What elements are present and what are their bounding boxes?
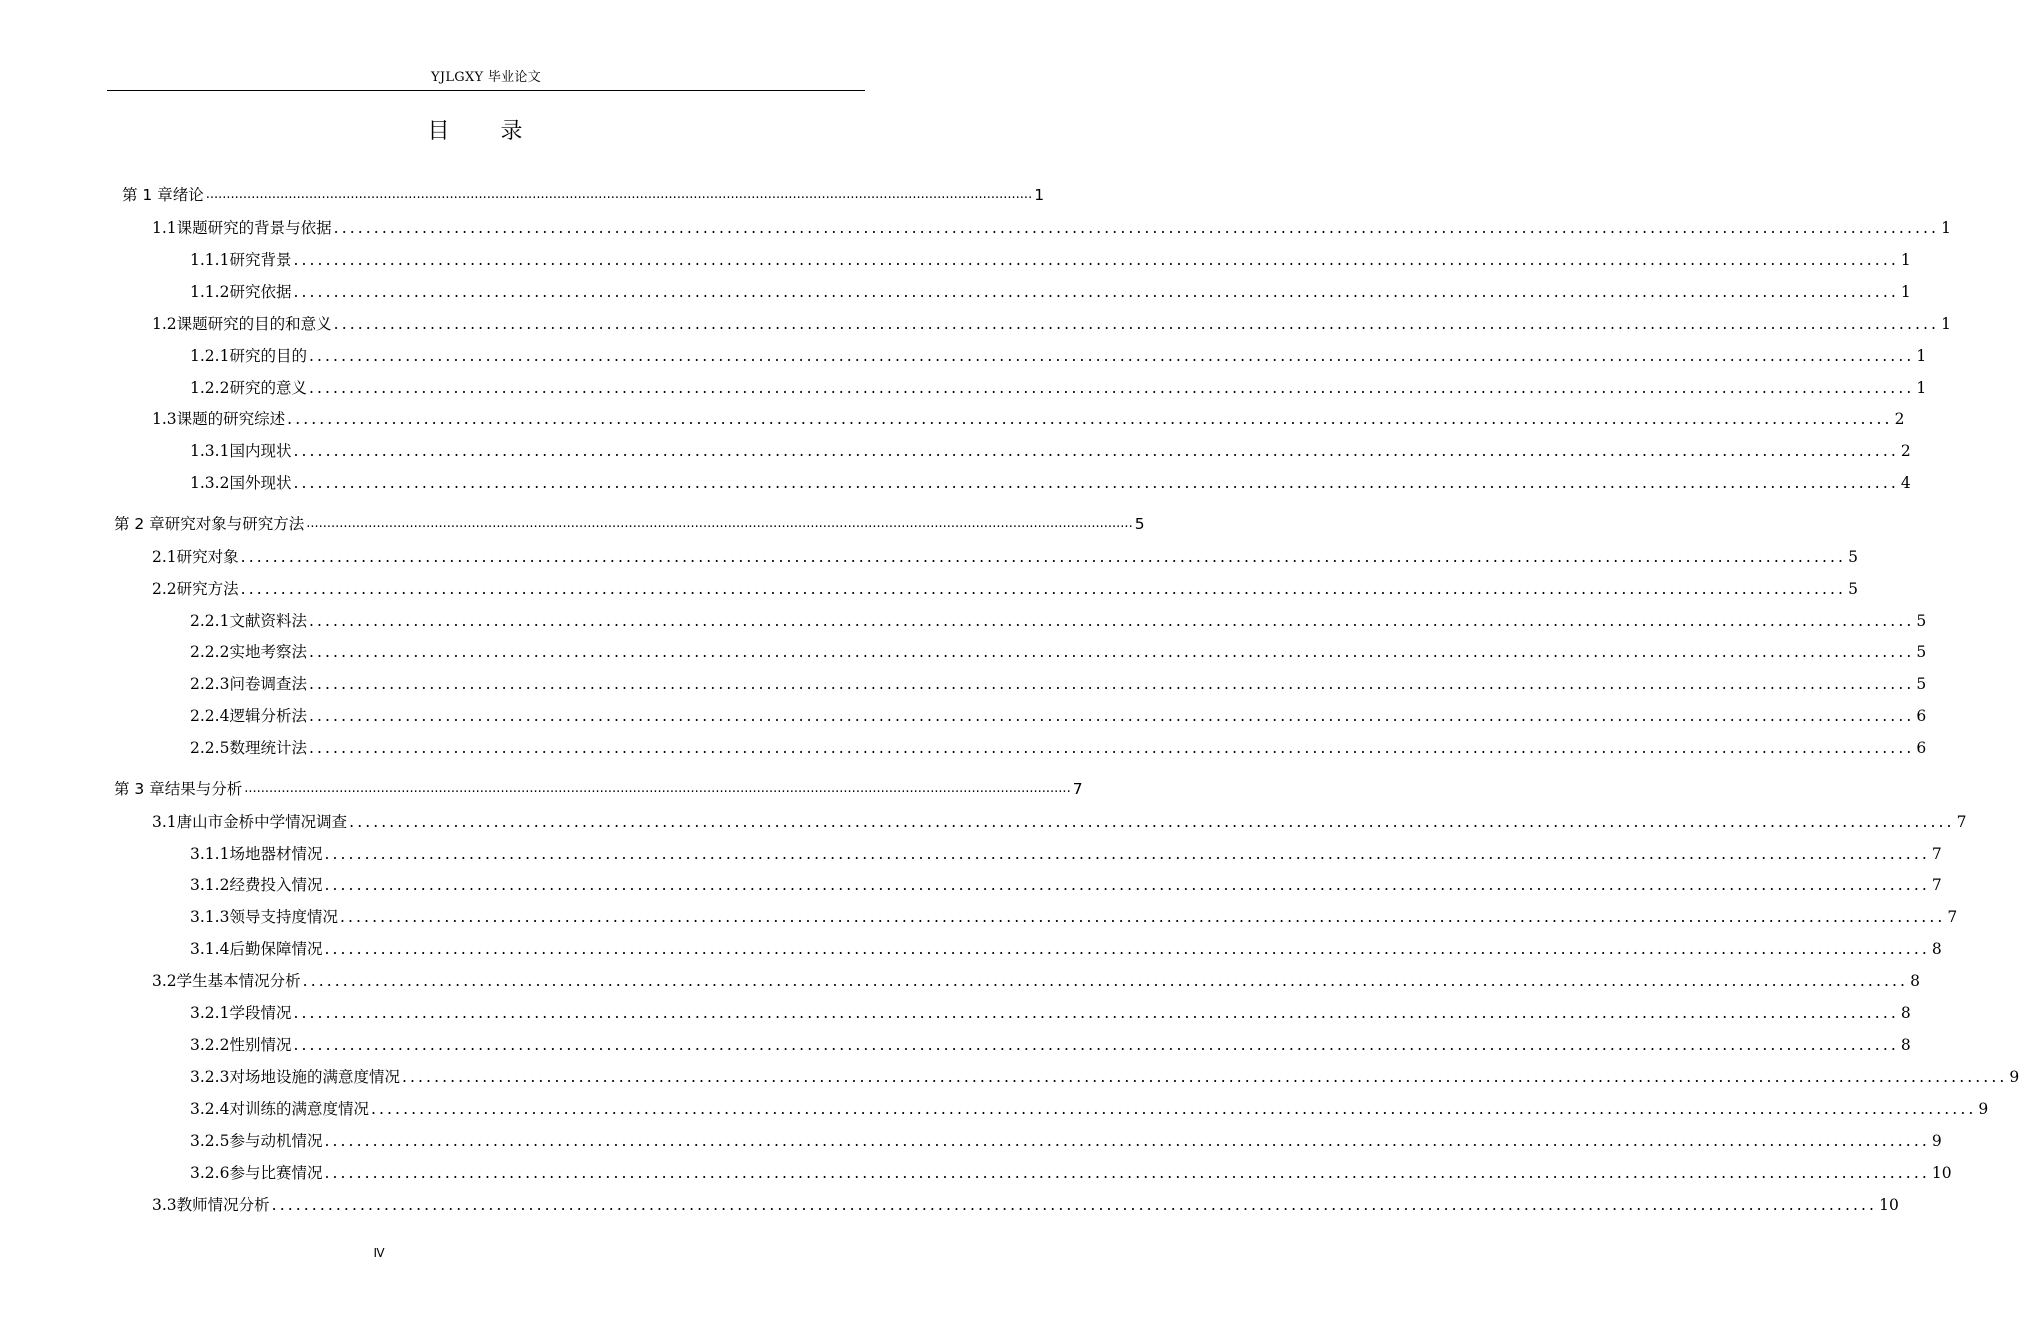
- toc-entry-page: 6: [1916, 707, 1927, 725]
- toc-dot-leader: ........................................................................................................................................................................................................: [333, 219, 1940, 237]
- toc-dot-leader: ........................................................................................................................................................................................................: [293, 283, 1899, 301]
- toc-dot-leader: ........................................................................................................................................................................................................: [333, 315, 1940, 333]
- toc-entry-page: 1: [1916, 379, 1927, 397]
- toc-dot-leader: ........................................................................................................................................................................................................: [271, 1196, 1878, 1214]
- toc-dot-leader: ........................................................................................................................................................................................................: [401, 1068, 2008, 1086]
- toc-entry-title: 逻辑分析法: [229, 707, 307, 725]
- toc-entry-page: 1: [1900, 283, 1911, 301]
- toc-dot-leader: ........................................................................................................................................................................................................: [308, 739, 1915, 757]
- footer-page-number: Ⅳ: [373, 1246, 385, 1260]
- toc-entry-page: 9: [1931, 1132, 1942, 1150]
- toc-entry-number: 1.3.2: [190, 474, 230, 492]
- toc-entry-number: 2.2.1: [190, 612, 230, 630]
- toc-chapter-entry[interactable]: [114, 775, 1083, 799]
- toc-entry-title: 后勤保障情况: [229, 940, 323, 958]
- toc-entry-number: 1.1.2: [190, 283, 230, 301]
- toc-subsection-entry[interactable]: [190, 1159, 1952, 1183]
- toc-entry-title: 参与比赛情况: [229, 1164, 323, 1182]
- toc-entry-page: 10: [1879, 1196, 1899, 1214]
- toc-entry-number: 3.1.1: [190, 845, 230, 863]
- toc-entry-page: 5: [1848, 580, 1858, 598]
- toc-entry-page: 10: [1931, 1164, 1952, 1182]
- toc-entry-title: 参与动机情况: [229, 1132, 323, 1150]
- toc-entry-title: 研究依据: [229, 283, 292, 301]
- toc-dot-leader: ........................................................................................................................................................................................................: [293, 474, 1899, 492]
- toc-subsection-entry[interactable]: [190, 1127, 1942, 1151]
- toc-entry-title: 绪论: [172, 186, 204, 204]
- toc-entry-page: 1: [1941, 315, 1951, 333]
- toc-dot-leader: ........................................................................................................................................................................................................: [324, 1132, 1930, 1150]
- toc-entry-number: 3.1.2: [190, 876, 230, 894]
- toc-entry-title: 实地考察法: [229, 643, 307, 661]
- toc-subsection-entry[interactable]: [190, 278, 1911, 302]
- toc-entry-number: 1.2.2: [190, 379, 230, 397]
- toc-entry-page: 6: [1916, 739, 1927, 757]
- toc-entry-page: 4: [1900, 474, 1911, 492]
- toc-entry-page: 8: [1900, 1036, 1911, 1054]
- toc-section-entry[interactable]: [152, 214, 1951, 238]
- toc-entry-title: 场地器材情况: [229, 845, 323, 863]
- toc-entry-page: 1: [1941, 219, 1951, 237]
- toc-entry-page: 9: [2009, 1068, 2019, 1086]
- toc-section-entry[interactable]: [152, 405, 1905, 429]
- toc-entry-title: 课题研究的背景与依据: [176, 219, 332, 237]
- toc-entry-title: 研究对象与研究方法: [164, 515, 305, 533]
- toc-entry-number: 3.2: [152, 972, 177, 990]
- toc-subsection-entry[interactable]: [190, 607, 1927, 631]
- toc-entry-number: 3.2.4: [190, 1100, 230, 1118]
- toc-dot-leader: ........................................................................................................................................................................................................: [205, 187, 1033, 202]
- toc-chapter-entry[interactable]: [114, 510, 1145, 534]
- toc-entry-page: 5: [1916, 643, 1927, 661]
- toc-dot-leader: ........................................................................................................................................................................................................: [324, 876, 1930, 894]
- toc-entry-title: 研究背景: [229, 251, 292, 269]
- toc-subsection-entry[interactable]: [190, 935, 1942, 959]
- toc-dot-leader: ........................................................................................................................................................................................................: [308, 347, 1915, 365]
- toc-dot-leader: ........................................................................................................................................................................................................: [324, 1164, 1930, 1182]
- toc-section-entry[interactable]: [152, 310, 1951, 334]
- toc-entry-page: 5: [1916, 612, 1927, 630]
- toc-subsection-entry[interactable]: [190, 1063, 2019, 1087]
- toc-section-entry[interactable]: [152, 1191, 1899, 1215]
- toc-entry-number: 2.2.4: [190, 707, 230, 725]
- toc-entry-page: 5: [1134, 515, 1145, 533]
- toc-dot-leader: ........................................................................................................................................................................................................: [308, 379, 1915, 397]
- toc-dot-leader: ........................................................................................................................................................................................................: [293, 442, 1899, 460]
- toc-dot-leader: ........................................................................................................................................................................................................: [240, 548, 1847, 566]
- toc-entry-page: 7: [1931, 845, 1942, 863]
- toc-subsection-entry[interactable]: [190, 871, 1942, 895]
- toc-entry-title: 结果与分析: [164, 780, 243, 798]
- toc-entry-number: 3.3: [152, 1196, 177, 1214]
- toc-dot-leader: ........................................................................................................................................................................................................: [293, 1036, 1899, 1054]
- toc-dot-leader: ........................................................................................................................................................................................................: [244, 781, 1071, 796]
- toc-entry-number: 3.1: [152, 813, 177, 831]
- toc-entry-number: 2.1: [152, 548, 177, 566]
- toc-subsection-entry[interactable]: [190, 246, 1911, 270]
- toc-section-entry[interactable]: [152, 808, 1967, 832]
- toc-entry-number: 1.2.1: [190, 347, 230, 365]
- toc-entry-page: 8: [1900, 1004, 1911, 1022]
- toc-entry-page: 1: [1916, 347, 1927, 365]
- toc-chapter-entry[interactable]: [122, 181, 1045, 205]
- toc-subsection-entry[interactable]: [190, 734, 1927, 758]
- toc-entry-page: 7: [1072, 780, 1083, 798]
- toc-subsection-entry[interactable]: [190, 469, 1911, 493]
- toc-dot-leader: ........................................................................................................................................................................................................: [324, 845, 1930, 863]
- toc-subsection-entry[interactable]: [190, 670, 1927, 694]
- toc-entry-page: 2: [1894, 410, 1905, 428]
- toc-entry-number: 3.1.3: [190, 908, 230, 926]
- toc-entry-number: 3.2.2: [190, 1036, 230, 1054]
- toc-entry-page: 1: [1034, 186, 1045, 204]
- toc-entry-title: 教师情况分析: [176, 1196, 270, 1214]
- toc-entry-title: 文献资料法: [229, 612, 307, 630]
- toc-entry-title: 经费投入情况: [229, 876, 323, 894]
- toc-entry-title: 课题的研究综述: [176, 410, 286, 428]
- toc-dot-leader: ........................................................................................................................................................................................................: [308, 675, 1915, 693]
- toc-entry-number: 2.2.2: [190, 643, 230, 661]
- toc-entry-page: 5: [1848, 548, 1858, 566]
- toc-entry-title: 数理统计法: [229, 739, 307, 757]
- toc-entry-title: 问卷调查法: [229, 675, 307, 693]
- toc-entry-number: 第 1 章: [122, 186, 173, 204]
- toc-subsection-entry[interactable]: [190, 903, 1958, 927]
- toc-subsection-entry[interactable]: [190, 1031, 1911, 1055]
- toc-entry-title: 唐山市金桥中学情况调查: [176, 813, 348, 831]
- toc-section-entry[interactable]: [152, 543, 1858, 567]
- toc-entry-title: 学段情况: [229, 1004, 292, 1022]
- toc-entry-number: 2.2.5: [190, 739, 230, 757]
- toc-entry-title: 研究对象: [176, 548, 239, 566]
- toc-dot-leader: ........................................................................................................................................................................................................: [240, 580, 1847, 598]
- toc-entry-page: 8: [1910, 972, 1920, 990]
- toc-entry-number: 3.2.3: [190, 1068, 230, 1086]
- toc-subsection-entry[interactable]: [190, 702, 1927, 726]
- toc-entry-title: 研究的目的: [229, 347, 307, 365]
- toc-entry-number: 1.3: [152, 410, 177, 428]
- toc-subsection-entry[interactable]: [190, 374, 1927, 398]
- toc-entry-title: 性别情况: [229, 1036, 292, 1054]
- toc-entry-number: 1.2: [152, 315, 177, 333]
- toc-title: 目 录: [427, 119, 545, 144]
- toc-dot-leader: ........................................................................................................................................................................................................: [324, 940, 1930, 958]
- toc-entry-number: 1.3.1: [190, 442, 230, 460]
- toc-entry-number: 3.2.5: [190, 1132, 230, 1150]
- toc-entry-number: 1.1: [152, 219, 177, 237]
- toc-dot-leader: ........................................................................................................................................................................................................: [308, 612, 1915, 630]
- toc-entry-number: 3.1.4: [190, 940, 230, 958]
- toc-entry-number: 3.2.6: [190, 1164, 230, 1182]
- toc-entry-number: 2.2.3: [190, 675, 230, 693]
- toc-entry-title: 国内现状: [229, 442, 292, 460]
- toc-entry-number: 第 2 章: [114, 515, 165, 533]
- toc-dot-leader: ........................................................................................................................................................................................................: [306, 516, 1133, 531]
- toc-entry-title: 对场地设施的满意度情况: [229, 1068, 400, 1086]
- toc-entry-number: 3.2.1: [190, 1004, 230, 1022]
- toc-dot-leader: ........................................................................................................................................................................................................: [339, 908, 1946, 926]
- toc-dot-leader: ........................................................................................................................................................................................................: [349, 813, 1955, 831]
- toc-entry-title: 研究的意义: [229, 379, 307, 397]
- toc-entry-page: 8: [1931, 940, 1942, 958]
- toc-dot-leader: ........................................................................................................................................................................................................: [287, 410, 1893, 428]
- toc-entry-number: 第 3 章: [114, 780, 165, 798]
- toc-dot-leader: ........................................................................................................................................................................................................: [293, 251, 1899, 269]
- toc-entry-page: 2: [1900, 442, 1911, 460]
- toc-subsection-entry[interactable]: [190, 342, 1927, 366]
- toc-entry-page: 9: [1978, 1100, 1989, 1118]
- toc-subsection-entry[interactable]: [190, 840, 1942, 864]
- toc-entry-number: 1.1.1: [190, 251, 230, 269]
- toc-entry-title: 学生基本情况分析: [176, 972, 301, 990]
- toc-section-entry[interactable]: [152, 967, 1920, 991]
- toc-subsection-entry[interactable]: [190, 999, 1911, 1023]
- toc-entry-title: 研究方法: [176, 580, 239, 598]
- header-rule: [107, 90, 865, 91]
- toc-dot-leader: ........................................................................................................................................................................................................: [308, 707, 1915, 725]
- toc-entry-page: 1: [1900, 251, 1911, 269]
- toc-entry-page: 7: [1956, 813, 1967, 831]
- toc-subsection-entry[interactable]: [190, 1095, 1989, 1119]
- toc-dot-leader: ........................................................................................................................................................................................................: [302, 972, 1909, 990]
- toc-entry-title: 领导支持度情况: [229, 908, 338, 926]
- page-header: YJLGXY 毕业论文: [430, 70, 542, 85]
- toc-entry-page: 7: [1931, 876, 1942, 894]
- toc-entry-title: 国外现状: [229, 474, 292, 492]
- toc-entry-page: 5: [1916, 675, 1927, 693]
- toc-subsection-entry[interactable]: [190, 638, 1927, 662]
- toc-entry-page: 7: [1947, 908, 1958, 926]
- toc-dot-leader: ........................................................................................................................................................................................................: [308, 643, 1915, 661]
- toc-subsection-entry[interactable]: [190, 437, 1911, 461]
- toc-dot-leader: ........................................................................................................................................................................................................: [293, 1004, 1899, 1022]
- toc-dot-leader: ........................................................................................................................................................................................................: [370, 1100, 1977, 1118]
- toc-section-entry[interactable]: [152, 575, 1858, 599]
- toc-entry-title: 课题研究的目的和意义: [176, 315, 332, 333]
- toc-entry-title: 对训练的满意度情况: [229, 1100, 369, 1118]
- toc-entry-number: 2.2: [152, 580, 177, 598]
